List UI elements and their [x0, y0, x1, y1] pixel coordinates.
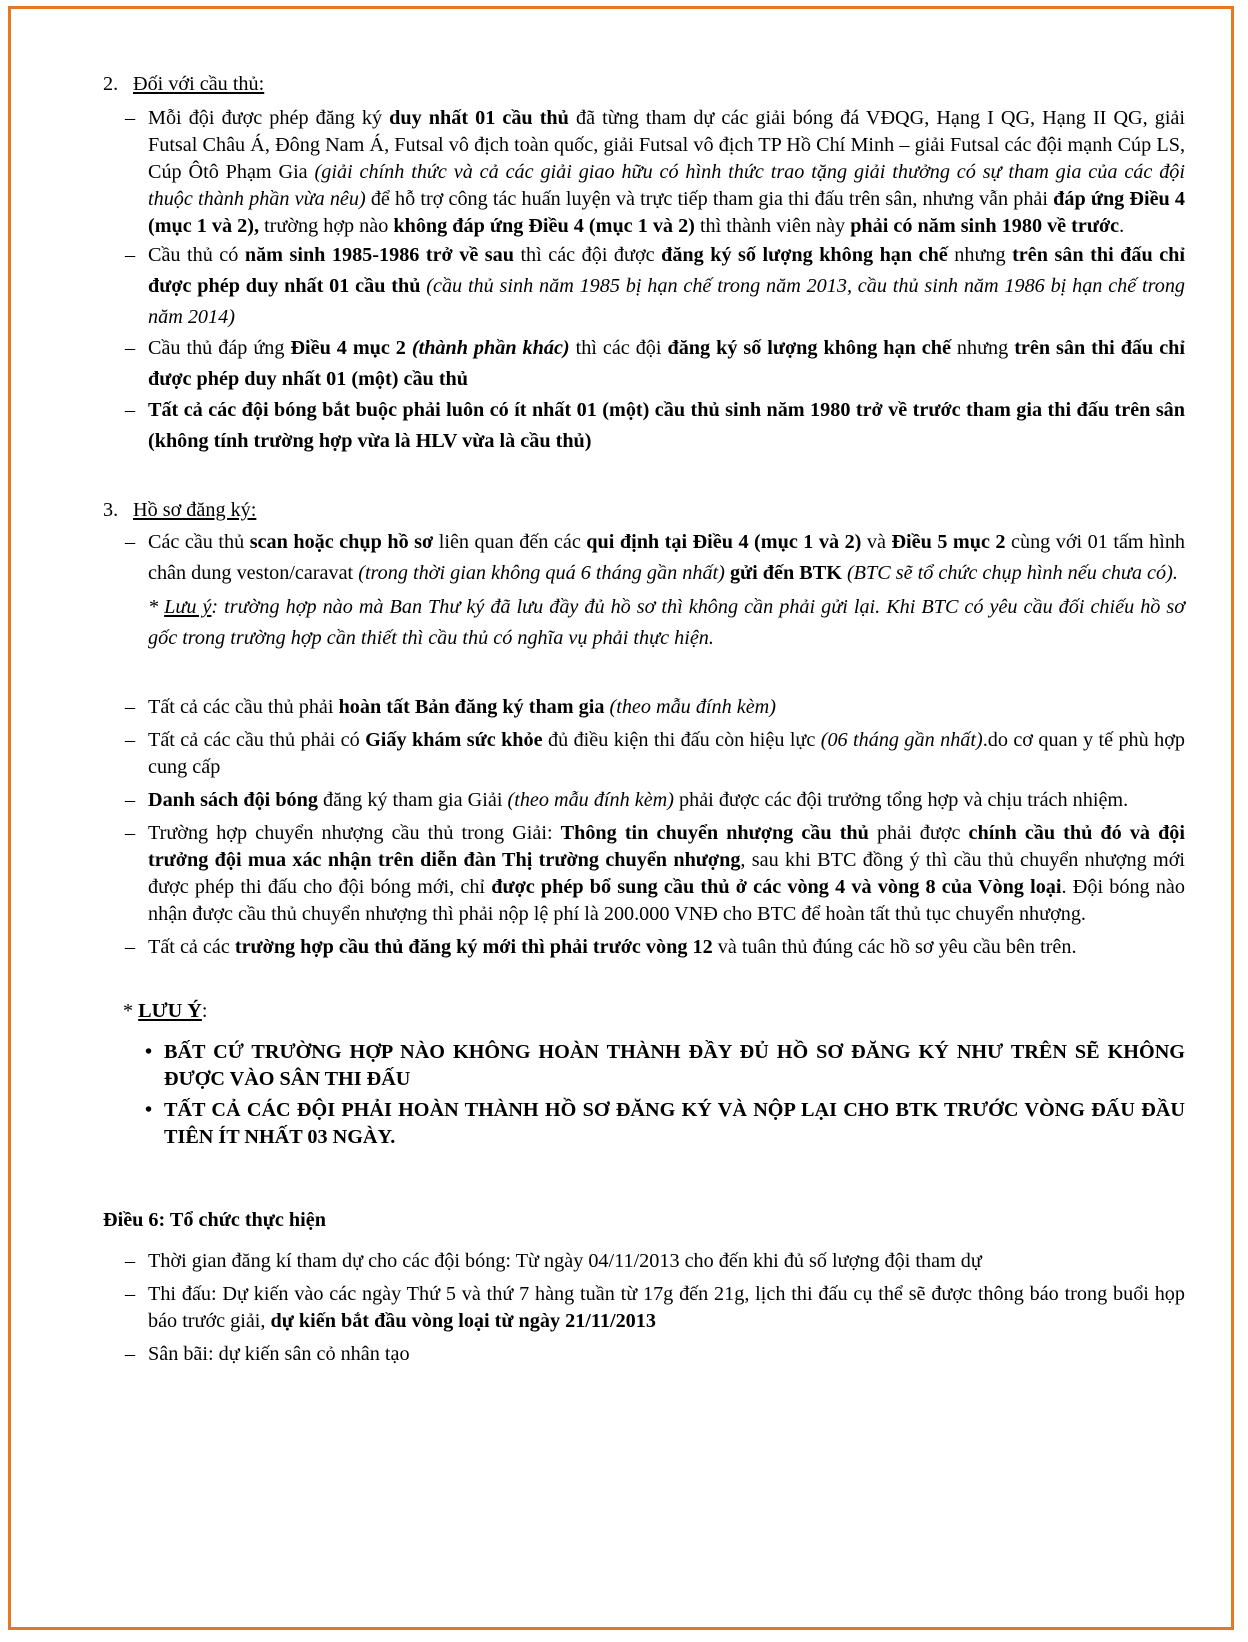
- bold-text: hoàn tất Bản đăng ký tham gia: [338, 696, 605, 718]
- italic-text: (giải chính thức và cả các giải giao hữu có hình thức trao tặng giải thưởng có sự tham gia của các đội thuộc thành phần vừa nêu): [148, 161, 1185, 210]
- italic-text: (theo mẫu đính kèm): [609, 696, 776, 718]
- text: Sân bãi: dự kiến sân cỏ nhân tạo: [148, 1343, 410, 1365]
- list-item: [103, 787, 1185, 814]
- bold-text: dự kiến bắt đầu vòng loại từ ngày 21/11/2013: [270, 1310, 656, 1332]
- bold-text: Điều 5 mục 2: [891, 531, 1006, 553]
- list-item: [103, 395, 1185, 457]
- dash-marker: –: [125, 244, 136, 266]
- document-body: [103, 71, 1185, 1368]
- text: và: [861, 531, 892, 553]
- bold-text: duy nhất 01 cầu thủ: [389, 107, 569, 129]
- bold-text: trên sân thi đấu chỉ được phép duy nhất 01 (một) cầu thủ: [148, 337, 1185, 390]
- bullet-marker: •: [145, 1099, 153, 1121]
- text: . Đội bóng nào nhận được cầu thủ chuyển nhượng thì phải nộp lệ phí là 200.000 VNĐ cho BTC để hoàn tất thủ tục chuyển nhượng.: [148, 876, 1185, 925]
- bold-text: không đáp ứng Điều 4 (mục 1 và 2): [393, 215, 695, 237]
- text: Thời gian đăng kí tham dự cho các đội bóng: Từ ngày 04/11/2013 cho đến khi đủ số lượng đội tham dự: [148, 1250, 982, 1272]
- text: thì các đội: [569, 337, 668, 359]
- bold-text: đáp ứng Điều 4 (mục 1 và 2),: [148, 188, 1186, 237]
- list-item: [103, 934, 1185, 961]
- text: Tất cả các cầu thủ phải: [148, 696, 339, 718]
- dash-marker: –: [125, 822, 136, 844]
- text: .: [1119, 215, 1125, 237]
- italic-text: (cầu thủ sinh năm 1985 bị hạn chế trong năm 2013, cầu thủ sinh năm 1986 bị hạn chế trong năm 2014): [148, 275, 1186, 328]
- list-item: [103, 1248, 1185, 1275]
- page-frame: [8, 6, 1234, 1630]
- text: Tất cả các cầu thủ phải có: [148, 729, 366, 751]
- bold-text: đăng ký số lượng không hạn chế: [661, 244, 948, 266]
- text: , sau khi BTC đồng ý thì cầu thủ chuyển nhượng mới được phép thi đấu cho đội bóng mới, chỉ: [148, 849, 1185, 898]
- bold-text: đăng ký số lượng không hạn chế: [667, 337, 951, 359]
- bold-text: gửi đến BTK: [729, 562, 842, 584]
- list-item: [103, 333, 1185, 395]
- text: trường hợp nào: [259, 215, 394, 237]
- dash-marker: –: [125, 1250, 136, 1272]
- text: phải được các đội trưởng tổng hợp và chịu trách nhiệm.: [673, 789, 1129, 811]
- italic-text: (trong thời gian không quá 6 tháng gần nhất): [358, 562, 725, 584]
- bold-text: scan hoặc chụp hồ sơ: [249, 531, 434, 553]
- dash-marker: –: [125, 337, 136, 359]
- underlined-text: LƯU Ý: [138, 1000, 202, 1022]
- text: *: [123, 1000, 139, 1022]
- text: .do cơ quan y tế phù hợp cung cấp: [148, 729, 1186, 778]
- text: TẤT CẢ CÁC ĐỘI PHẢI HOÀN THÀNH HỒ SƠ ĐĂNG KÝ VÀ NỘP LẠI CHO BTK TRƯỚC VÒNG ĐẤU ĐẦU TIÊN ÍT NHẤT 03 NGÀY.: [164, 1099, 1185, 1148]
- bold-text: Tất cả các đội bóng bắt buộc phải luôn có ít nhất 01 (một) cầu thủ sinh năm 1980 trở về trước tham gia thi đấu trên sân (không tính trường hợp vừa là HLV vừa là cầu thủ): [148, 399, 1185, 452]
- text: đủ điều kiện thi đấu còn hiệu lực: [542, 729, 821, 751]
- dash-marker: –: [125, 531, 136, 553]
- text: :: [201, 1000, 208, 1022]
- bold-text: Điều 4 mục 2: [290, 337, 406, 359]
- list-item: [103, 1341, 1185, 1368]
- dash-marker: –: [125, 696, 136, 718]
- text: *: [148, 596, 165, 618]
- dash-marker: –: [125, 399, 136, 421]
- dash-marker: –: [125, 789, 136, 811]
- italic-text: (06 tháng gần nhất): [820, 729, 983, 751]
- note-paragraph: [103, 592, 1185, 654]
- bold-text: trường hợp cầu thủ đăng ký mới thì phải trước vòng 12: [234, 936, 713, 958]
- section-3-title: Hồ sơ đăng ký:: [133, 499, 257, 521]
- text: thì các đội được: [513, 244, 662, 266]
- bold-text: Giấy khám sức khỏe: [365, 729, 543, 751]
- bold-text: qui định tại Điều 4 (mục 1 và 2): [586, 531, 862, 553]
- text: Cầu thủ có: [148, 244, 245, 266]
- text: và tuân thủ đúng các hồ sơ yêu cầu bên trên.: [712, 936, 1077, 958]
- text: Cầu thủ đáp ứng: [148, 337, 291, 359]
- bold-text: Danh sách đội bóng: [148, 789, 318, 811]
- text: BẤT CỨ TRƯỜNG HỢP NÀO KHÔNG HOÀN THÀNH ĐẦY ĐỦ HỒ SƠ ĐĂNG KÝ NHƯ TRÊN SẼ KHÔNG ĐƯỢC VÀO SÂN THI ĐẤU: [164, 1041, 1185, 1090]
- bold-text: Thông tin chuyển nhượng cầu thủ: [560, 822, 869, 844]
- list-item: [103, 694, 1185, 721]
- list-item: [103, 105, 1185, 240]
- list-item: [103, 820, 1185, 928]
- text: nhưng: [947, 244, 1013, 266]
- text: thì thành viên này: [694, 215, 851, 237]
- article-6-heading: Điều 6: Tổ chức thực hiện: [103, 1209, 326, 1231]
- dash-marker: –: [125, 729, 136, 751]
- bold-italic-text: (thành phần khác): [411, 337, 570, 359]
- dash-marker: –: [125, 1343, 136, 1365]
- section-3-list-continued: [103, 694, 1185, 961]
- section-3-number: 3.: [103, 499, 119, 521]
- underlined-text: Lưu ý: [164, 596, 212, 618]
- dash-marker: –: [125, 107, 136, 129]
- list-item: [103, 1281, 1185, 1335]
- text: cùng với 01 tấm hình chân dung veston/caravat: [148, 531, 1186, 584]
- text: Mỗi đội được phép đăng ký: [148, 107, 390, 129]
- list-item: [103, 1039, 1185, 1093]
- section-2-title: Đối với cầu thủ:: [133, 73, 265, 95]
- bold-text: trên sân thi đấu chỉ được phép duy nhất 01 cầu thủ: [148, 244, 1186, 297]
- italic-text: (BTC sẽ tổ chức chụp hình nếu chưa có).: [846, 562, 1178, 584]
- list-item: [103, 1097, 1185, 1151]
- text: nhưng: [950, 337, 1015, 359]
- text: liên quan đến các: [433, 531, 587, 553]
- text: Tất cả các: [148, 936, 235, 958]
- text: Các cầu thủ: [148, 531, 250, 553]
- text: Thi đấu: Dự kiến vào các ngày Thứ 5 và thứ 7 hàng tuần từ 17g đến 21g, lịch thi đấu cụ thể sẽ được thông báo trong buổi họp báo trước giải,: [148, 1283, 1185, 1332]
- bold-text: được phép bổ sung cầu thủ ở các vòng 4 và vòng 8 của Vòng loại: [491, 876, 1062, 898]
- article-6-list: [103, 1248, 1185, 1368]
- text: phải được: [868, 822, 969, 844]
- text: đăng ký tham gia Giải: [317, 789, 508, 811]
- text: : trường hợp nào mà Ban Thư ký đã lưu đầy đủ hồ sơ thì không cần phải gửi lại. Khi BTC có yêu cầu đối chiếu hồ sơ gốc trong trường hợp cần thiết thì cầu thủ có nghĩa vụ phải thực hiện.: [148, 596, 1186, 649]
- italic-text: (theo mẫu đính kèm): [507, 789, 674, 811]
- notice-heading: [103, 998, 1185, 1025]
- section-2-heading: [103, 71, 1185, 98]
- list-item: [103, 240, 1185, 333]
- text: để hỗ trợ công tác huấn luyện và trực tiếp tham gia thi đấu trên sân, nhưng vẫn phải: [365, 188, 1054, 210]
- bold-text: phải có năm sinh 1980 về trước: [850, 215, 1120, 237]
- section-2-list: [103, 105, 1185, 457]
- list-item: [103, 527, 1185, 589]
- bullet-marker: •: [145, 1041, 153, 1063]
- bold-text: chính cầu thủ đó và đội trưởng đội mua xác nhận trên diễn đàn Thị trường chuyển nhượng: [148, 822, 1186, 871]
- dash-marker: –: [125, 936, 136, 958]
- section-3-list: [103, 527, 1185, 589]
- text: đã từng tham dự các giải bóng đá VĐQG, Hạng I QG, Hạng II QG, giải Futsal Châu Á, Đông Nam Á, Futsal vô địch toàn quốc, giải Futsal vô địch TP Hồ Chí Minh – giải Futsal các đội mạnh Cúp LS, Cúp Ôtô Phạm Gia: [148, 107, 1185, 183]
- text: Trường hợp chuyển nhượng cầu thủ trong Giải:: [148, 822, 561, 844]
- section-2-number: 2.: [103, 73, 119, 95]
- dash-marker: –: [125, 1283, 136, 1305]
- bold-text: năm sinh 1985-1986 trở về sau: [244, 244, 514, 266]
- list-item: [103, 727, 1185, 781]
- section-3-heading: [103, 497, 1185, 524]
- notice-bullet-list: [103, 1039, 1185, 1151]
